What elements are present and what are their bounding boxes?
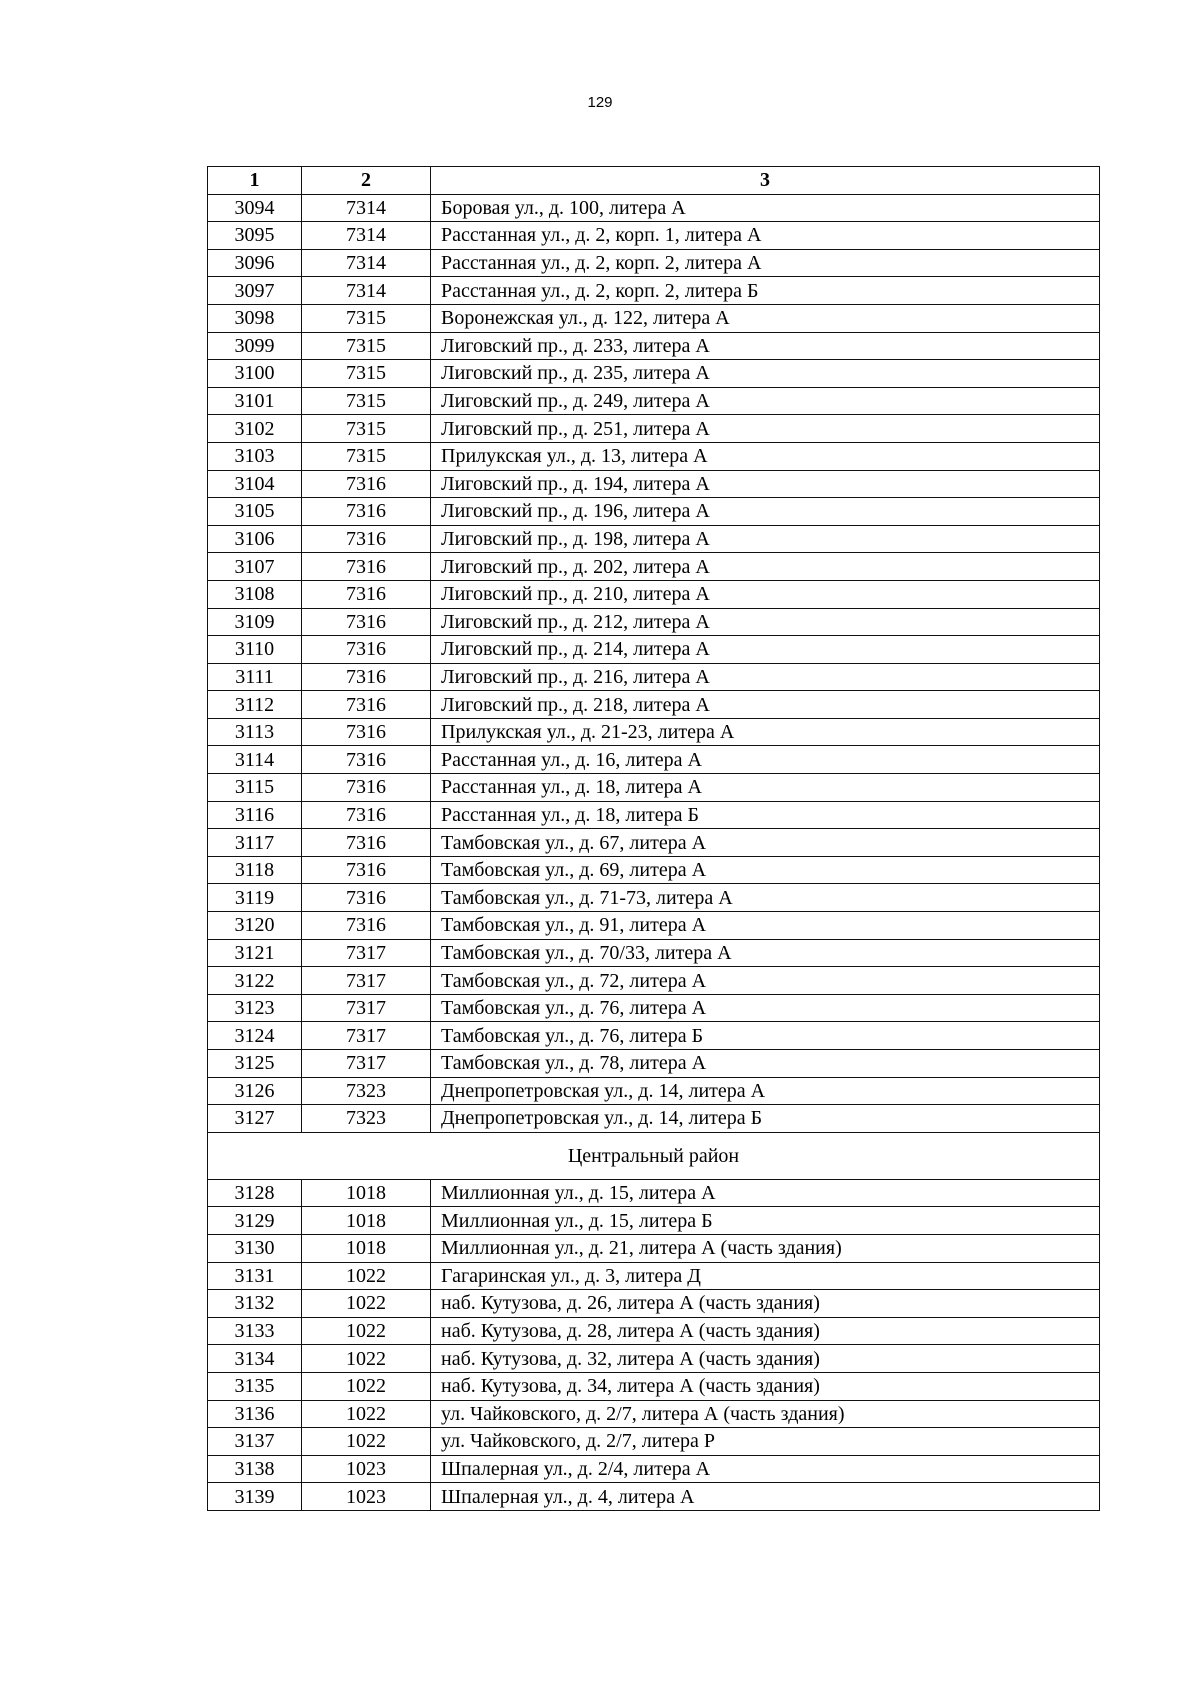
block-code-cell: 7316 xyxy=(302,801,431,829)
address-cell: Лиговский пр., д. 233, литера А xyxy=(431,332,1100,360)
address-cell: Днепропетровская ул., д. 14, литера Б xyxy=(431,1105,1100,1133)
block-code-cell: 7317 xyxy=(302,1050,431,1078)
row-number-cell: 3114 xyxy=(208,746,302,774)
row-number-cell: 3121 xyxy=(208,939,302,967)
row-number-cell: 3095 xyxy=(208,222,302,250)
table-row xyxy=(208,912,1100,940)
row-number-cell: 3108 xyxy=(208,580,302,608)
table-row xyxy=(208,1077,1100,1105)
registry-table xyxy=(207,166,1100,1511)
block-code-cell: 1022 xyxy=(302,1262,431,1290)
section-row xyxy=(208,1132,1100,1179)
block-code-cell: 1023 xyxy=(302,1455,431,1483)
block-code-cell: 7323 xyxy=(302,1077,431,1105)
block-code-cell: 1022 xyxy=(302,1317,431,1345)
address-cell: Тамбовская ул., д. 70/33, литера А xyxy=(431,939,1100,967)
row-number-cell: 3103 xyxy=(208,442,302,470)
row-number-cell: 3132 xyxy=(208,1290,302,1318)
block-code-cell: 7316 xyxy=(302,580,431,608)
block-code-cell: 7316 xyxy=(302,691,431,719)
address-cell: Тамбовская ул., д. 67, литера А xyxy=(431,829,1100,857)
table-row xyxy=(208,774,1100,802)
table-row xyxy=(208,470,1100,498)
row-number-cell: 3113 xyxy=(208,718,302,746)
address-cell: Расстанная ул., д. 18, литера А xyxy=(431,774,1100,802)
row-number-cell: 3115 xyxy=(208,774,302,802)
address-cell: Тамбовская ул., д. 76, литера Б xyxy=(431,1022,1100,1050)
address-cell: Миллионная ул., д. 15, литера А xyxy=(431,1179,1100,1207)
block-code-cell: 7317 xyxy=(302,1022,431,1050)
address-cell: Лиговский пр., д. 218, литера А xyxy=(431,691,1100,719)
row-number-cell: 3100 xyxy=(208,360,302,388)
column-header-1: 1 xyxy=(208,167,302,195)
address-cell: Шпалерная ул., д. 4, литера А xyxy=(431,1483,1100,1511)
table-body-district-2 xyxy=(208,1179,1100,1510)
block-code-cell: 7316 xyxy=(302,636,431,664)
row-number-cell: 3098 xyxy=(208,304,302,332)
row-number-cell: 3101 xyxy=(208,387,302,415)
block-code-cell: 7314 xyxy=(302,277,431,305)
block-code-cell: 7315 xyxy=(302,415,431,443)
address-cell: Лиговский пр., д. 214, литера А xyxy=(431,636,1100,664)
block-code-cell: 7316 xyxy=(302,525,431,553)
block-code-cell: 1018 xyxy=(302,1207,431,1235)
table-row xyxy=(208,553,1100,581)
address-cell: Тамбовская ул., д. 72, литера А xyxy=(431,967,1100,995)
row-number-cell: 3126 xyxy=(208,1077,302,1105)
table-row xyxy=(208,1262,1100,1290)
block-code-cell: 1018 xyxy=(302,1179,431,1207)
row-number-cell: 3119 xyxy=(208,884,302,912)
row-number-cell: 3109 xyxy=(208,608,302,636)
row-number-cell: 3112 xyxy=(208,691,302,719)
row-number-cell: 3097 xyxy=(208,277,302,305)
table-row xyxy=(208,525,1100,553)
block-code-cell: 7316 xyxy=(302,912,431,940)
table-row xyxy=(208,194,1100,222)
row-number-cell: 3104 xyxy=(208,470,302,498)
table-row xyxy=(208,222,1100,250)
row-number-cell: 3124 xyxy=(208,1022,302,1050)
address-cell: Лиговский пр., д. 202, литера А xyxy=(431,553,1100,581)
table-body-district-1 xyxy=(208,194,1100,1132)
row-number-cell: 3118 xyxy=(208,856,302,884)
block-code-cell: 7315 xyxy=(302,442,431,470)
block-code-cell: 7316 xyxy=(302,498,431,526)
table-row xyxy=(208,663,1100,691)
address-cell: наб. Кутузова, д. 32, литера А (часть здания) xyxy=(431,1345,1100,1373)
block-code-cell: 7317 xyxy=(302,967,431,995)
block-code-cell: 7315 xyxy=(302,332,431,360)
table-row xyxy=(208,304,1100,332)
row-number-cell: 3111 xyxy=(208,663,302,691)
address-cell: Тамбовская ул., д. 69, литера А xyxy=(431,856,1100,884)
table-row xyxy=(208,249,1100,277)
table-row xyxy=(208,1400,1100,1428)
table-row xyxy=(208,332,1100,360)
row-number-cell: 3116 xyxy=(208,801,302,829)
address-cell: Расстанная ул., д. 2, корп. 2, литера Б xyxy=(431,277,1100,305)
table-row xyxy=(208,1290,1100,1318)
address-cell: наб. Кутузова, д. 28, литера А (часть здания) xyxy=(431,1317,1100,1345)
row-number-cell: 3136 xyxy=(208,1400,302,1428)
block-code-cell: 7316 xyxy=(302,829,431,857)
address-cell: Прилукская ул., д. 13, литера А xyxy=(431,442,1100,470)
row-number-cell: 3117 xyxy=(208,829,302,857)
table-row xyxy=(208,1455,1100,1483)
row-number-cell: 3105 xyxy=(208,498,302,526)
row-number-cell: 3135 xyxy=(208,1372,302,1400)
table-row xyxy=(208,1022,1100,1050)
row-number-cell: 3123 xyxy=(208,994,302,1022)
address-cell: Расстанная ул., д. 18, литера Б xyxy=(431,801,1100,829)
address-cell: Миллионная ул., д. 21, литера А (часть здания) xyxy=(431,1234,1100,1262)
row-number-cell: 3127 xyxy=(208,1105,302,1133)
row-number-cell: 3110 xyxy=(208,636,302,664)
table-row xyxy=(208,884,1100,912)
table-row xyxy=(208,994,1100,1022)
row-number-cell: 3094 xyxy=(208,194,302,222)
block-code-cell: 1022 xyxy=(302,1345,431,1373)
table-row xyxy=(208,1050,1100,1078)
block-code-cell: 1022 xyxy=(302,1400,431,1428)
block-code-cell: 7315 xyxy=(302,360,431,388)
row-number-cell: 3137 xyxy=(208,1428,302,1456)
table-row xyxy=(208,691,1100,719)
row-number-cell: 3099 xyxy=(208,332,302,360)
row-number-cell: 3122 xyxy=(208,967,302,995)
column-header-3: 3 xyxy=(431,167,1100,195)
row-number-cell: 3131 xyxy=(208,1262,302,1290)
address-cell: Шпалерная ул., д. 2/4, литера А xyxy=(431,1455,1100,1483)
table-row xyxy=(208,801,1100,829)
address-cell: Лиговский пр., д. 235, литера А xyxy=(431,360,1100,388)
address-cell: Лиговский пр., д. 212, литера А xyxy=(431,608,1100,636)
row-number-cell: 3139 xyxy=(208,1483,302,1511)
table-row xyxy=(208,1234,1100,1262)
table-row xyxy=(208,1428,1100,1456)
address-cell: Воронежская ул., д. 122, литера А xyxy=(431,304,1100,332)
address-cell: Расстанная ул., д. 16, литера А xyxy=(431,746,1100,774)
row-number-cell: 3128 xyxy=(208,1179,302,1207)
address-cell: Прилукская ул., д. 21-23, литера А xyxy=(431,718,1100,746)
address-cell: ул. Чайковского, д. 2/7, литера А (часть здания) xyxy=(431,1400,1100,1428)
block-code-cell: 7316 xyxy=(302,608,431,636)
row-number-cell: 3096 xyxy=(208,249,302,277)
table-row xyxy=(208,746,1100,774)
table-row xyxy=(208,1345,1100,1373)
block-code-cell: 1022 xyxy=(302,1428,431,1456)
row-number-cell: 3130 xyxy=(208,1234,302,1262)
table-header-row xyxy=(208,167,1100,195)
row-number-cell: 3107 xyxy=(208,553,302,581)
address-cell: Лиговский пр., д. 249, литера А xyxy=(431,387,1100,415)
address-cell: наб. Кутузова, д. 34, литера А (часть здания) xyxy=(431,1372,1100,1400)
table-row xyxy=(208,442,1100,470)
block-code-cell: 7316 xyxy=(302,884,431,912)
block-code-cell: 7323 xyxy=(302,1105,431,1133)
block-code-cell: 7316 xyxy=(302,718,431,746)
table-row xyxy=(208,718,1100,746)
address-cell: Тамбовская ул., д. 78, литера А xyxy=(431,1050,1100,1078)
address-cell: Расстанная ул., д. 2, корп. 2, литера А xyxy=(431,249,1100,277)
block-code-cell: 7317 xyxy=(302,939,431,967)
address-cell: ул. Чайковского, д. 2/7, литера Р xyxy=(431,1428,1100,1456)
table-row xyxy=(208,829,1100,857)
block-code-cell: 7316 xyxy=(302,856,431,884)
row-number-cell: 3120 xyxy=(208,912,302,940)
address-cell: Тамбовская ул., д. 71-73, литера А xyxy=(431,884,1100,912)
table-body-section xyxy=(208,1132,1100,1179)
block-code-cell: 7317 xyxy=(302,994,431,1022)
block-code-cell: 7316 xyxy=(302,774,431,802)
row-number-cell: 3102 xyxy=(208,415,302,443)
table-row xyxy=(208,967,1100,995)
block-code-cell: 7315 xyxy=(302,387,431,415)
address-cell: Лиговский пр., д. 251, литера А xyxy=(431,415,1100,443)
table-row xyxy=(208,1207,1100,1235)
row-number-cell: 3134 xyxy=(208,1345,302,1373)
address-cell: Гагаринская ул., д. 3, литера Д xyxy=(431,1262,1100,1290)
block-code-cell: 1022 xyxy=(302,1372,431,1400)
block-code-cell: 1023 xyxy=(302,1483,431,1511)
block-code-cell: 7316 xyxy=(302,470,431,498)
table-row xyxy=(208,1372,1100,1400)
address-cell: Лиговский пр., д. 216, литера А xyxy=(431,663,1100,691)
address-cell: Лиговский пр., д. 196, литера А xyxy=(431,498,1100,526)
table-row xyxy=(208,608,1100,636)
page-number: 129 xyxy=(587,94,613,111)
address-cell: наб. Кутузова, д. 26, литера А (часть здания) xyxy=(431,1290,1100,1318)
address-cell: Миллионная ул., д. 15, литера Б xyxy=(431,1207,1100,1235)
table-row xyxy=(208,498,1100,526)
column-header-2: 2 xyxy=(302,167,431,195)
address-cell: Боровая ул., д. 100, литера А xyxy=(431,194,1100,222)
address-cell: Лиговский пр., д. 194, литера А xyxy=(431,470,1100,498)
block-code-cell: 7315 xyxy=(302,304,431,332)
table-row xyxy=(208,939,1100,967)
table-row xyxy=(208,360,1100,388)
row-number-cell: 3125 xyxy=(208,1050,302,1078)
row-number-cell: 3106 xyxy=(208,525,302,553)
block-code-cell: 7316 xyxy=(302,746,431,774)
table-row xyxy=(208,277,1100,305)
block-code-cell: 1022 xyxy=(302,1290,431,1318)
address-cell: Тамбовская ул., д. 76, литера А xyxy=(431,994,1100,1022)
block-code-cell: 7316 xyxy=(302,663,431,691)
address-cell: Расстанная ул., д. 2, корп. 1, литера А xyxy=(431,222,1100,250)
table-row xyxy=(208,415,1100,443)
table-row xyxy=(208,856,1100,884)
section-heading: Центральный район xyxy=(208,1132,1100,1179)
table-row xyxy=(208,580,1100,608)
block-code-cell: 1018 xyxy=(302,1234,431,1262)
address-cell: Лиговский пр., д. 210, литера А xyxy=(431,580,1100,608)
address-cell: Днепропетровская ул., д. 14, литера А xyxy=(431,1077,1100,1105)
table-row xyxy=(208,1179,1100,1207)
address-cell: Тамбовская ул., д. 91, литера А xyxy=(431,912,1100,940)
block-code-cell: 7314 xyxy=(302,249,431,277)
block-code-cell: 7314 xyxy=(302,222,431,250)
block-code-cell: 7316 xyxy=(302,553,431,581)
row-number-cell: 3138 xyxy=(208,1455,302,1483)
block-code-cell: 7314 xyxy=(302,194,431,222)
table-row xyxy=(208,1483,1100,1511)
address-cell: Лиговский пр., д. 198, литера А xyxy=(431,525,1100,553)
table-row xyxy=(208,1317,1100,1345)
table-row xyxy=(208,387,1100,415)
table-row xyxy=(208,636,1100,664)
row-number-cell: 3133 xyxy=(208,1317,302,1345)
table-row xyxy=(208,1105,1100,1133)
row-number-cell: 3129 xyxy=(208,1207,302,1235)
